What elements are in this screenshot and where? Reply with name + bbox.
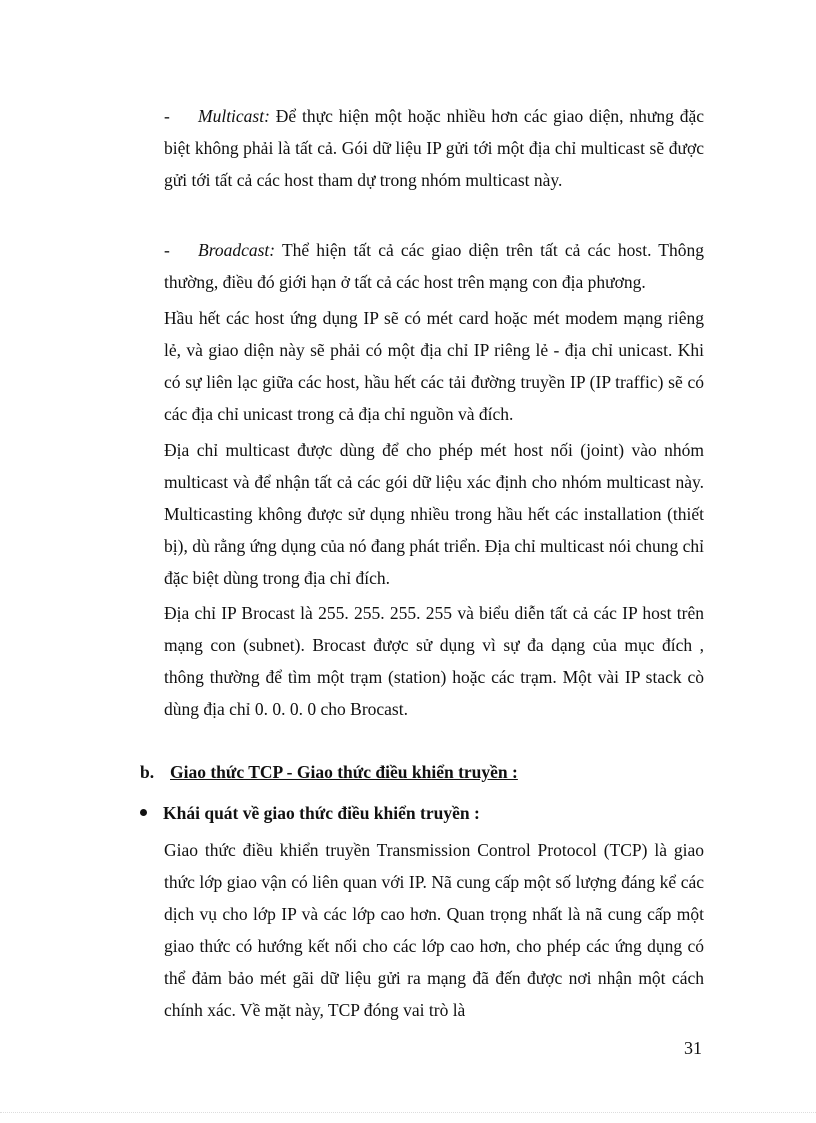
bullet-title: Khái quát về giao thức điều khiển truyền : [163,803,480,823]
tcp-intro-text: Giao thức điều khiển truyền Transmission Control Protocol (TCP) là giao thức lớp giao vận có liên quan với IP. Nã cung cấp một số lượng đáng kể các dịch vụ cho lớp IP và các lớp cao hơn. Quan trọng nhất là nã cung cấp một giao thức có hướng kết nối cho các lớp cao hơn, cho phép các ứng dụng có thể đảm bảo mét gãi dữ liệu gửi ra mạng đã đến được nơi nhận một cách chính xác. Về mặt này, TCP đóng vai trò là [164,840,704,1020]
bullet-heading [140,800,480,826]
broadcast-term: Broadcast: [198,240,276,260]
multicast-text: Để thực hiện một hoặc nhiều hơn các giao diện, nhưng đặc biệt không phải là tất cả. Gói dữ liệu IP gửi tới một địa chỉ multicast sẽ được gửi tới tất cả các host tham dự trong nhóm multicast này. [164,106,704,190]
list-dash: - [164,106,170,126]
section-heading [140,760,518,784]
page-number: 31 [684,1038,702,1058]
multicast-item [164,100,704,196]
multicast-address-text: Địa chỉ multicast được dùng để cho phép mét host nối (joint) vào nhóm multicast và để nhận tất cả các gói dữ liệu xác định cho nhóm multicast này. Multicasting không được sử dụng nhiều trong hầu hết các installation (thiết bị), dù rằng ứng dụng của nó đang phát triển. Địa chỉ multicast nói chung chỉ đặc biệt dùng trong địa chỉ đích. [164,440,704,588]
broadcast-text: Thể hiện tất cả các giao diện trên tất cả các host. Thông thường, điều đó giới hạn ở tất cả các host trên mạng con địa phương. [164,240,704,292]
multicast-address-paragraph [164,434,704,594]
list-dash: - [164,240,170,260]
broadcast-address-text: Địa chỉ IP Brocast là 255. 255. 255. 255 và biểu diễn tất cả các IP host trên mạng con (subnet). Brocast được sử dụng vì sự đa dạng của mục đích , thông thường để tìm một trạm (station) hoặc các trạm. Một vài IP stack cò dùng địa chỉ 0. 0. 0. 0 cho Brocast. [164,603,704,719]
section-title: Giao thức TCP - Giao thức điều khiển truyền : [170,762,518,782]
bullet-icon [140,809,147,816]
multicast-term: Multicast: [198,106,270,126]
broadcast-address-paragraph [164,597,704,725]
section-marker: b. [140,762,155,782]
unicast-paragraph [164,302,704,430]
broadcast-item [164,234,704,298]
unicast-text: Hầu hết các host ứng dụng IP sẽ có mét card hoặc mét modem mạng riêng lẻ, và giao diện này sẽ phải có một địa chỉ IP riêng lẻ - địa chỉ unicast. Khi có sự liên lạc giữa các host, hầu hết các tải đường truyền IP (IP traffic) sẽ có các địa chỉ unicast trong cả địa chỉ nguồn và đích. [164,308,704,424]
footer-divider [0,1112,816,1113]
tcp-intro-paragraph [164,834,704,1026]
